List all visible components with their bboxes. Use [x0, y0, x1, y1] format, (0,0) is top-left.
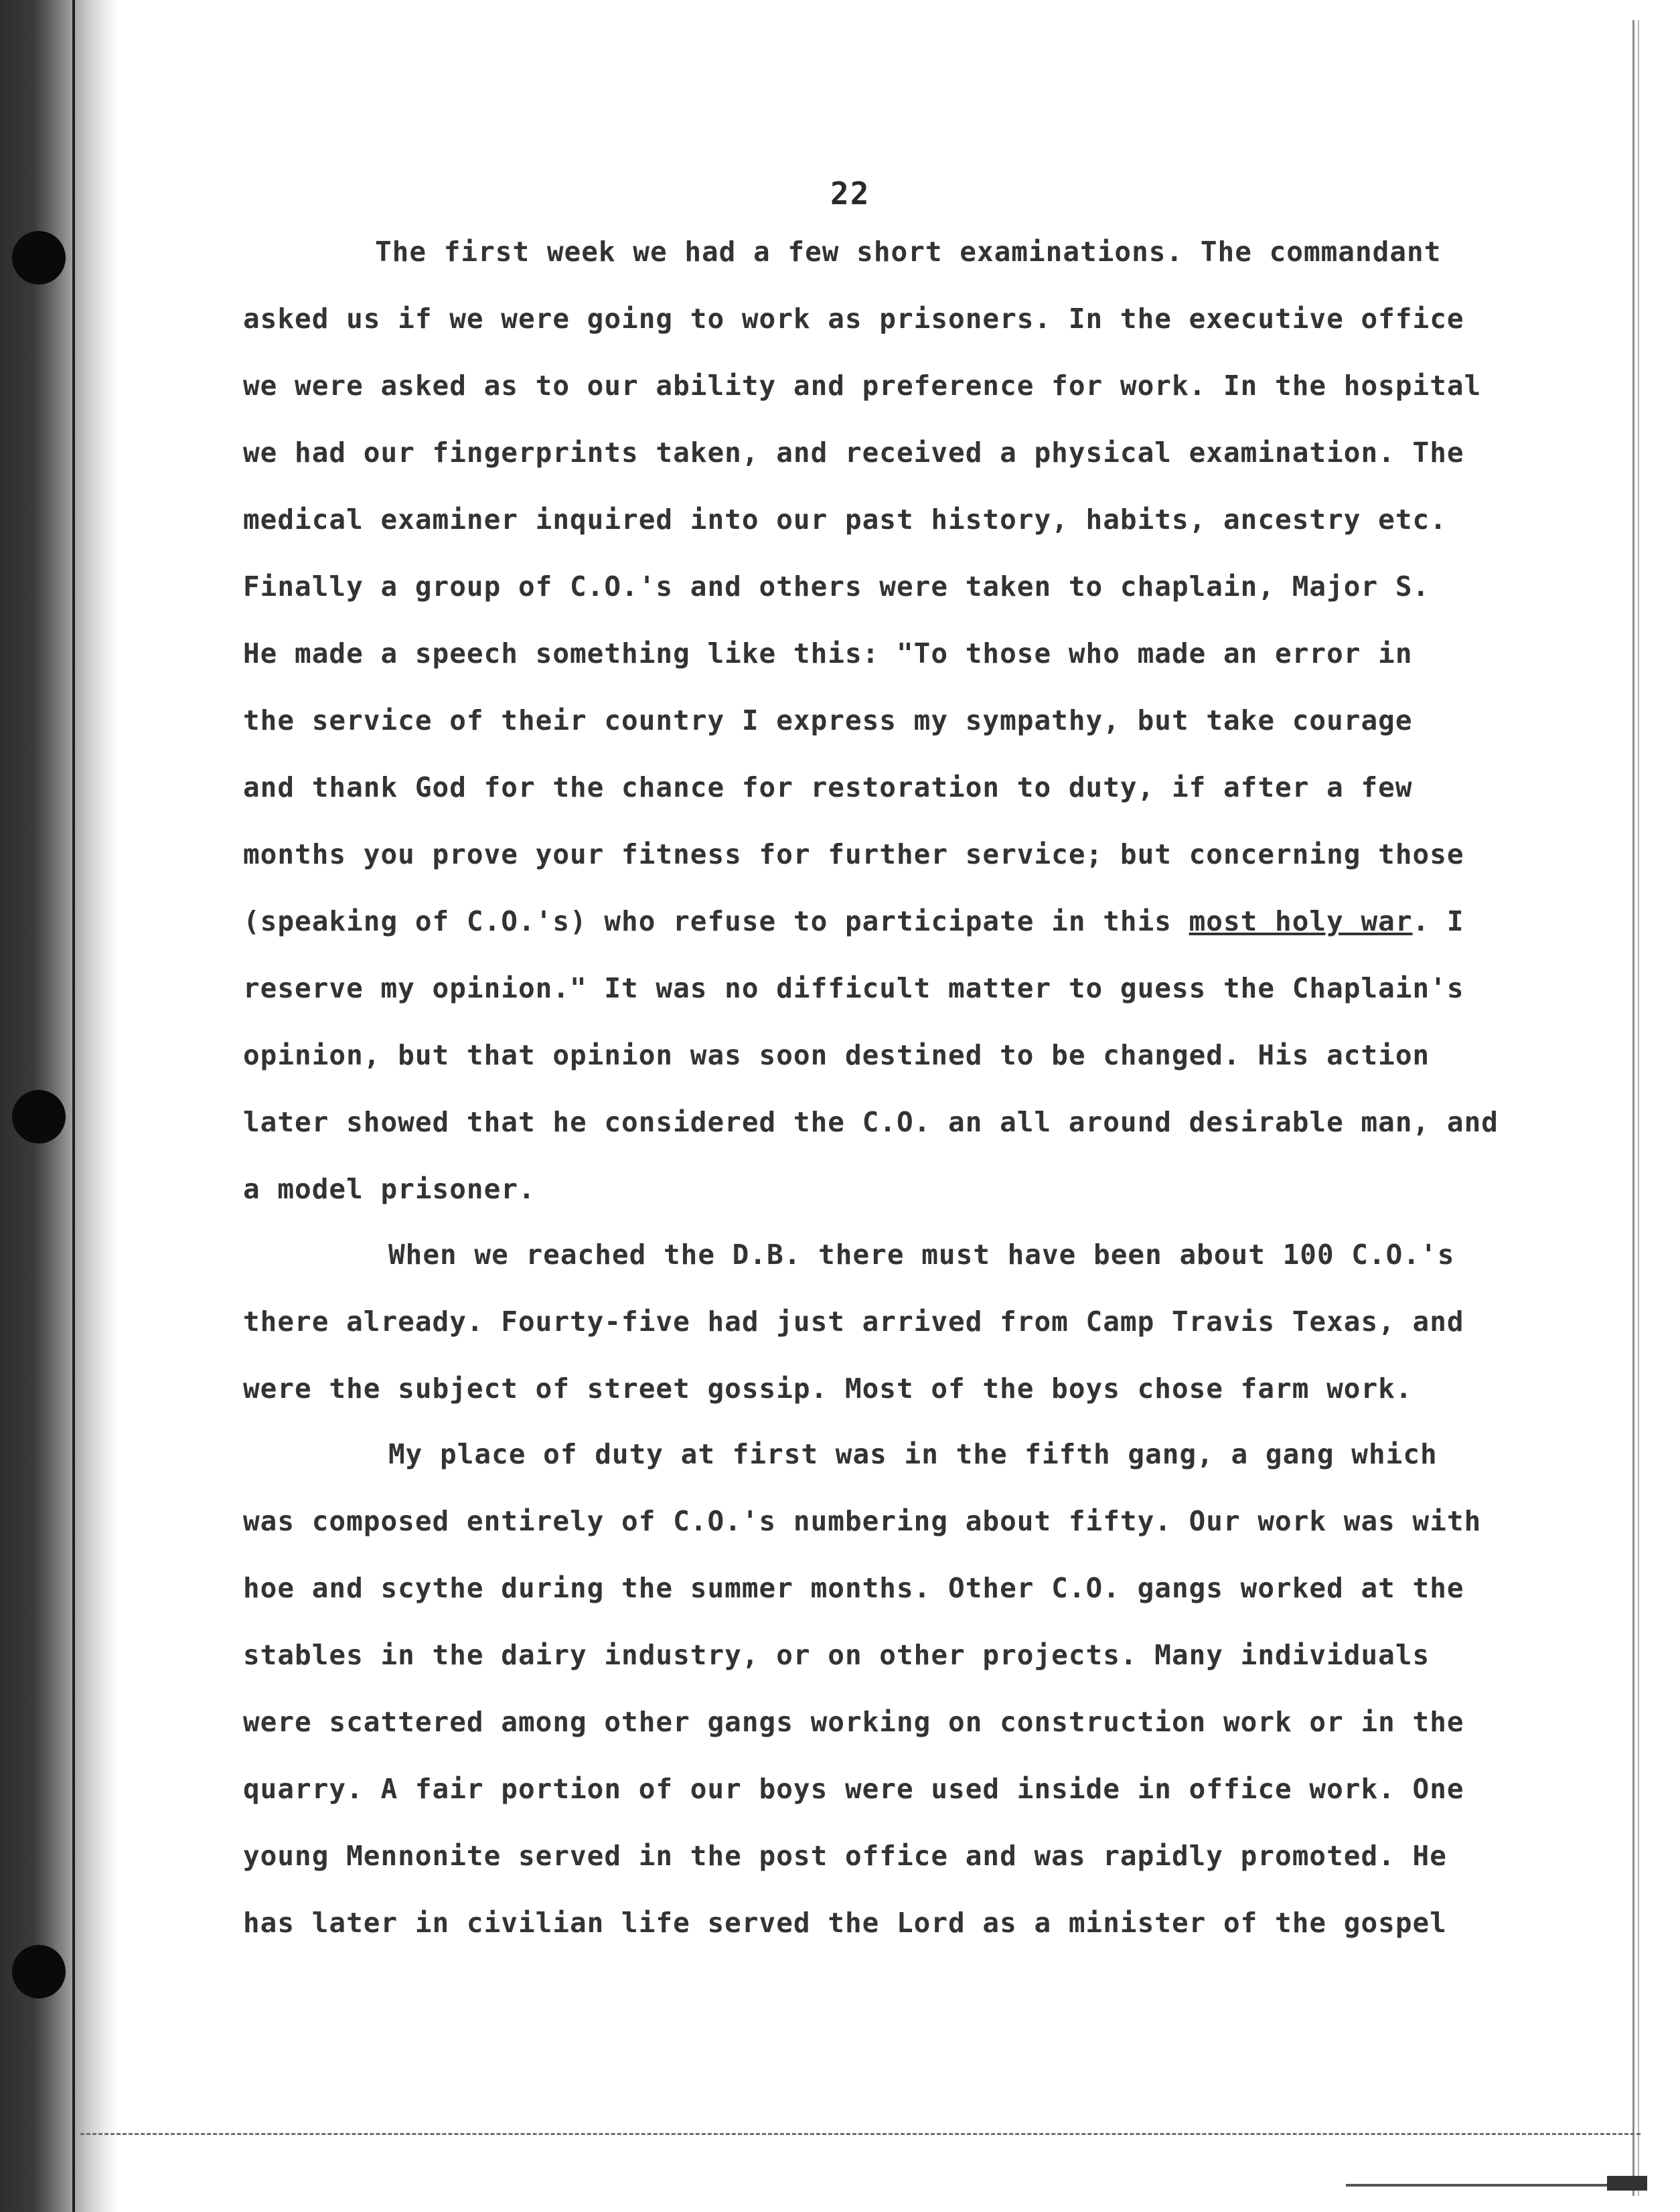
- text-line: The first week we had a few short examinations. The commandant: [375, 236, 1442, 268]
- text-line: months you prove your fitness for further service; but concerning those: [243, 838, 1464, 870]
- binding-line: [72, 0, 75, 2212]
- text-line: medical examiner inquired into our past history, habits, ancestry etc.: [243, 503, 1447, 536]
- text-line: He made a speech something like this: "To those who made an error in: [243, 637, 1413, 669]
- text-segment: (speaking of C.O.'s) who refuse to participate in this: [243, 905, 1189, 937]
- text-line: My place of duty at first was in the fifth gang, a gang which: [388, 1438, 1438, 1470]
- text-line: were the subject of street gossip. Most of the boys chose farm work.: [243, 1372, 1413, 1405]
- text-line: were scattered among other gangs working on construction work or in the: [243, 1706, 1464, 1738]
- punch-hole-bottom: [12, 1945, 66, 1998]
- text-line: was composed entirely of C.O.'s numbering about fifty. Our work was with: [243, 1505, 1482, 1537]
- text-line: quarry. A fair portion of our boys were used inside in office work. One: [243, 1773, 1464, 1805]
- text-line: asked us if we were going to work as prisoners. In the executive office: [243, 303, 1464, 335]
- text-line: Finally a group of C.O.'s and others were taken to chaplain, Major S.: [243, 570, 1430, 603]
- text-line: and thank God for the chance for restoration to duty, if after a few: [243, 771, 1413, 803]
- text-line: has later in civilian life served the Lord as a minister of the gospel: [243, 1907, 1447, 1939]
- text-segment: . I: [1412, 905, 1464, 937]
- text-line: young Mennonite served in the post office and was rapidly promoted. He: [243, 1840, 1447, 1872]
- text-line: we had our fingerprints taken, and received a physical examination. The: [243, 437, 1464, 469]
- bottom-scan-mark: [1607, 2176, 1647, 2191]
- text-line: we were asked as to our ability and preference for work. In the hospital: [243, 370, 1482, 402]
- page-number: 22: [830, 175, 870, 212]
- text-line: hoe and scythe during the summer months. Other C.O. gangs worked at the: [243, 1572, 1464, 1604]
- text-line: reserve my opinion." It was no difficult matter to guess the Chaplain's: [243, 972, 1464, 1004]
- text-line: [243, 905, 1464, 937]
- text-line: stables in the dairy industry, or on other projects. Many individuals: [243, 1639, 1430, 1671]
- bottom-scan-rule: [80, 2133, 1640, 2135]
- text-line: When we reached the D.B. there must have been about 100 C.O.'s: [388, 1239, 1455, 1271]
- page-right-edge: [1632, 20, 1634, 2196]
- text-line: there already. Fourty-five had just arrived from Camp Travis Texas, and: [243, 1306, 1464, 1338]
- punch-hole-top: [12, 231, 66, 285]
- text-line: the service of their country I express my sympathy, but take courage: [243, 704, 1413, 736]
- text-line: later showed that he considered the C.O. an all around desirable man, and: [243, 1106, 1499, 1138]
- text-line: opinion, but that opinion was soon destined to be changed. His action: [243, 1039, 1430, 1071]
- underlined-phrase: most holy war: [1189, 905, 1413, 937]
- punch-hole-middle: [12, 1090, 66, 1143]
- page-right-edge-inner: [1638, 20, 1639, 2196]
- bottom-scan-rule-right: [1346, 2184, 1634, 2187]
- text-line: a model prisoner.: [243, 1173, 536, 1205]
